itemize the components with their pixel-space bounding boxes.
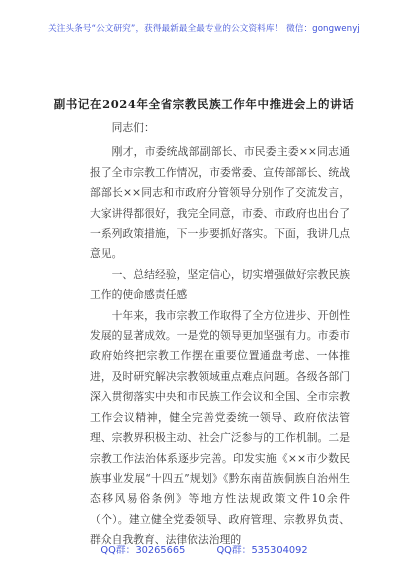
qq-group-1: QQ群：30265665 <box>100 545 186 556</box>
promo-banner: 关注头条号“公文研究”，获得最新最全最专业的公文资料库！ 微信：gongwenyj <box>48 24 360 34</box>
section-heading: 一、总结经验，坚定信心，切实增强做好宗教民族工作的使命感责任感 <box>90 267 350 302</box>
qq-group-2: QQ群：535304092 <box>216 545 308 556</box>
footer-qq-groups <box>0 542 408 556</box>
document-title: 副书记在2024年全省宗教民族工作年中推进会上的讲话 <box>53 97 355 111</box>
salutation: 同志们： <box>111 121 155 134</box>
paragraph: 十年来，我市宗教工作取得了全方位进步、开创性发展的显著成效。一是党的领导更加坚强有力。市委市政府始终把宗教工作摆在重要位置通盘考虑、一体推进，及时研究解决宗教领域重点难点问题。各级各部门深入贯彻落实中央和市民族工作会议和全国、全市宗教工作会议精神，健全完善党委统一领导、政府依法管理、宗教界积极主动、社会广泛参与的工作机制。二是宗教工作法治体系逐步完善。印发实施《××市少数民族事业发展“十四五”规划》《黔东南苗族侗族自治州生态移风易俗条例》等地方性法规政策文件10余件（个）。建立健全党委领导、政府管理、宗教界负责、群众自我教育、法律依法治理的 <box>90 308 350 547</box>
paragraph: 刚才，市委统战部副部长、市民委主委××同志通报了全市宗教工作情况，市委常委、宣传部部长、统战部部长××同志和市政府分管领导分别作了交流发言，大家讲得都很好，我完全同意，市委、市政府也出台了一系列政策措施，下一步要抓好落实。下面，我讲几点意见。 <box>90 145 350 261</box>
document-body <box>90 118 350 551</box>
